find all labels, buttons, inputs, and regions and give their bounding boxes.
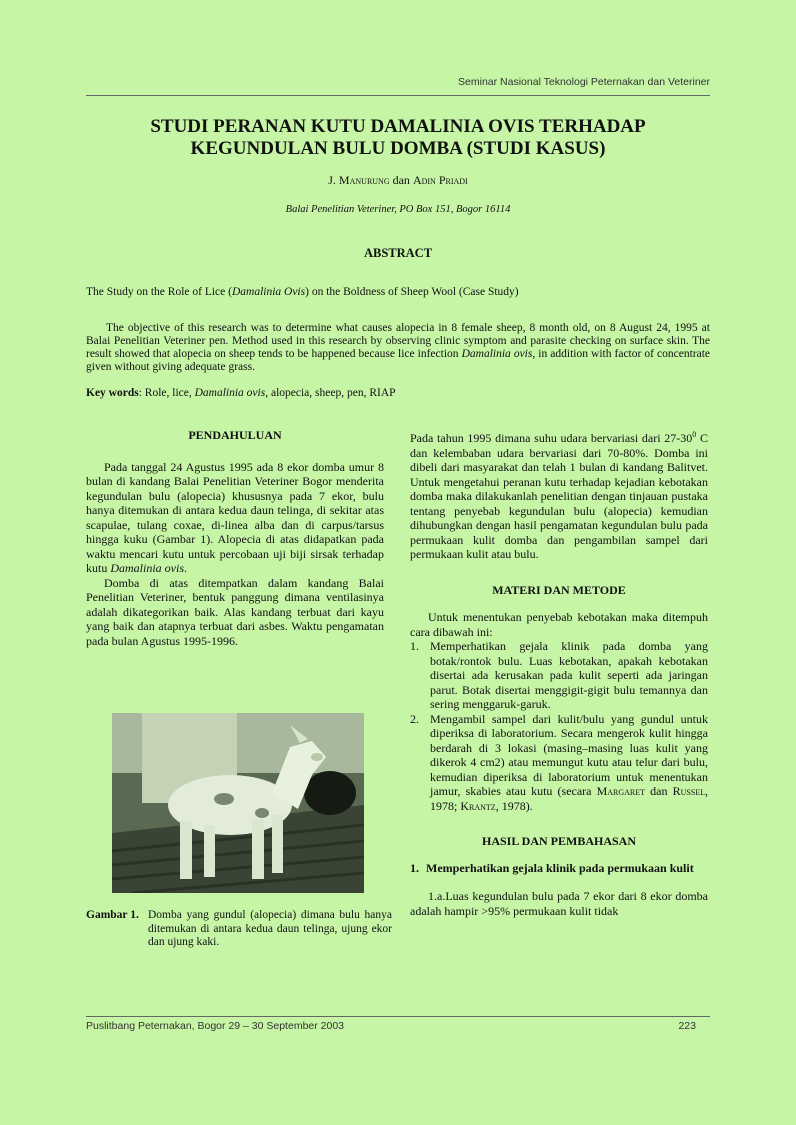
intro-p1-species: Damalinia ovis [110, 561, 185, 575]
intro-paragraph-1 [86, 460, 384, 576]
citation-year-1: , 1978; [430, 784, 709, 813]
abstract-body-post: , in addition with factor of concentrate given without giving adequate grass. [86, 348, 710, 373]
sheep-photo [112, 713, 364, 893]
paper-title [86, 116, 710, 160]
figure-caption [86, 909, 392, 950]
abstract-body [86, 322, 710, 374]
keywords-species: Damalinia ovis [194, 387, 266, 399]
section-heading-materi: MATERI DAN METODE [492, 582, 626, 597]
list-item-number: 2. [410, 711, 419, 726]
footer [86, 1020, 710, 1032]
right-p1-b: C dan kelembaban udara bervariasi dari 70-80%. Domba ini dibeli dari masyarakat dan telah 1 bulan di kandang Balitvet. Untuk mengetahui peranan kutu terhadap kejadian kebotakan domba maka dilakukanlah penelitian dengan tinjauan pustaka tentang penyebab kegundulan bulu (alopecia) kemudian dihubungkan dengan hasil pengamatan kegundulan bulu pada permukaan kulit domba dan pengambilan sampel dari permukaan kulit atau bulu. [410, 431, 708, 561]
intro-paragraph-2: Domba di atas ditempatkan dalam kandang Balai Penelitian Veteriner, bentuk panggung dimana ventilasinya adalah dikategorikan baik. Alas kandang terbuat dari kayu yang baik dan atapnya terbuat dari asbes. Waktu pengamatan pada bulan Agustus 1995-1996. [86, 575, 384, 648]
section-heading-hasil: HASIL DAN PEMBAHASAN [481, 834, 637, 848]
section-heading-pendahuluan: PENDAHULUAN [188, 428, 282, 442]
author-2: Adin Priadi [412, 173, 468, 187]
authors [86, 173, 710, 188]
subsection-heading [410, 861, 708, 876]
keywords-post: , alopecia, sheep, pen, RIAP [265, 387, 396, 399]
keywords [86, 387, 710, 399]
title-line-1: STUDI PERANAN KUTU DAMALINIA OVIS TERHADAP [150, 116, 646, 137]
figure-label: Gambar 1. [86, 909, 139, 921]
english-title-post: ) on the Boldness of Sheep Wool (Case Study) [305, 286, 519, 298]
english-title-species: Damalinia Ovis [231, 286, 306, 298]
right-paragraph-1 [410, 428, 708, 562]
institution: Balai Penelitian Veteriner, PO Box 151, Bogor 16114 [285, 204, 511, 215]
sheep-image [112, 713, 364, 893]
header-rule [86, 95, 710, 96]
keywords-pre: : Role, lice, [138, 387, 195, 399]
citation-krantz: Krantz [460, 798, 496, 813]
citation-russel: Russel [672, 784, 706, 798]
footer-rule [86, 1016, 710, 1017]
abstract-heading: ABSTRACT [363, 246, 433, 260]
abstract-body-pre: The objective of this research was to determine what causes alopecia in 8 female sheep, 8 month old, on 8 August 24, 1995 at Balai Penelitian Veteriner pen. Method used in this research by observing clinic symptom and parasite checking on surface skin. The result showed that alopecia on sheep tends to be happened because lice infection [86, 322, 710, 360]
list-item-text: Memperhatikan gejala klinik pada domba yang botak/rontok bulu. Luas kebotakan, apakah kebotakan disertai ada kerusakan pada kulit seperti ada jaringan parut. Botak disertai menggigit-gigit bulu temannya dan sering menggaruk-garuk. [430, 639, 708, 711]
citation-conj: dan [645, 784, 673, 798]
citation-year-2: , 1978). [495, 798, 533, 813]
list-item-text: Mengambil sampel dari kulit/bulu yang gundul untuk diperiksa di laboratorium. Secara mengerok kulit hingga berdarah di 3 lokasi (masing–masing luas kulit yang dikerok 4 cm2) atau memungut kutu atau telur dari bulu, kemudian diperiksa di laboratorium untuk menentukan jamur, skabies atau kutu (secara [430, 711, 708, 798]
right-p1-a: Pada tahun 1995 dimana suhu udara bervariasi dari 27-30 [410, 431, 693, 445]
english-title-pre: The Study on the Role of Lice ( [86, 286, 232, 298]
intro-p1-pre: Pada tanggal 24 Agustus 1995 ada 8 ekor domba umur 8 bulan di kandang Balai Penelitian Veteriner Bogor menderita kegundulan bulu (alopecia) khususnya pada 7 ekor, bulu hanya ditemukan di antara kedua daun telinga, di sekitar atas scapulae, tulang coxae, di-linea alba dan di carpus/tarsus hingga kuku (Gambar 1). Alopecia di atas didapatkan pada waktu mencari kutu untuk percobaan uji biji sirsak terhadap kutu [86, 459, 384, 575]
list-item-number: 1. [410, 639, 419, 653]
page-number: 223 [678, 1020, 696, 1032]
running-header: Seminar Nasional Teknologi Peternakan dan Veteriner [458, 76, 710, 88]
abstract-body-species: Damalinia ovis [461, 348, 533, 360]
results-paragraph: 1.a.Luas kegundulan bulu pada 7 ekor dari 8 ekor domba adalah hampir >95% permukaan kulit tidak [410, 889, 708, 918]
left-column [86, 428, 384, 648]
right-column [410, 428, 708, 918]
list-item [410, 639, 708, 712]
author-1: J. Manurung [328, 173, 390, 187]
keywords-label: Key words [86, 387, 139, 399]
method-list [410, 639, 708, 813]
intro-p1-post: . [184, 561, 188, 575]
citation-margaret: Margaret [596, 784, 646, 798]
footer-source: Puslitbang Peternakan, Bogor 29 – 30 September 2003 [86, 1020, 345, 1032]
degree-sup: 0 [692, 430, 697, 439]
title-line-2: KEGUNDULAN BULU DOMBA (STUDI KASUS) [190, 138, 606, 159]
method-intro: Untuk menentukan penyebab kebotakan maka ditempuh cara dibawah ini: [410, 610, 708, 639]
english-title [86, 286, 710, 298]
subsection-title: Memperhatikan gejala klinik pada permukaan kulit [426, 860, 694, 875]
author-conj: dan [389, 173, 413, 187]
figure-caption-text: Domba yang gundul (alopecia) dimana bulu hanya ditemukan di antara kedua daun telinga, ujung ekor dan ujung kaki. [148, 909, 392, 948]
subsection-number: 1. [410, 860, 419, 875]
list-item [410, 712, 708, 814]
